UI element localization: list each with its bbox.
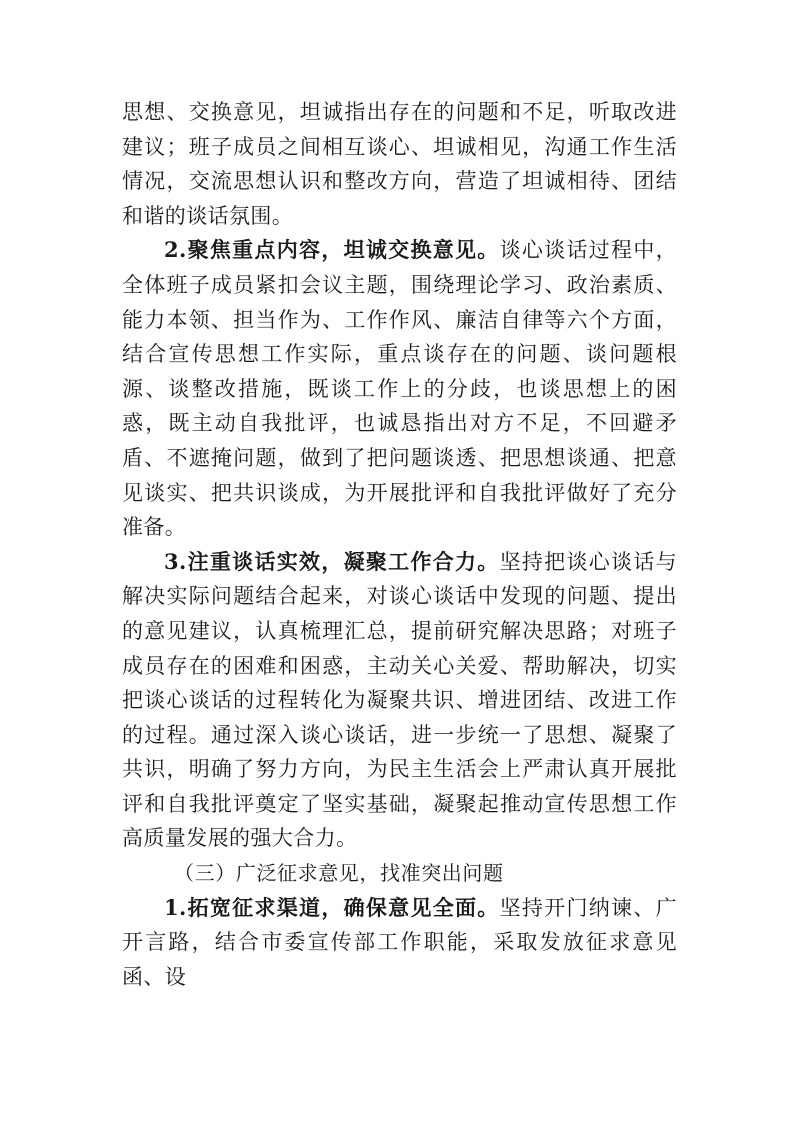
paragraph-point-1 [122,891,677,995]
paragraph-text: 思想、交换意见，坦诚指出存在的问题和不足，听取改进建议；班子成员之间相互谈心、坦诚相见，沟通工作生活情况，交流思想认识和整改方向，营造了坦诚相待、团结和谐的谈话氛围。 [122,100,677,228]
paragraph-lead: 3.注重谈话实效，凝聚工作合力。 [164,548,500,574]
paragraph-text: 坚持开门纳谏、广开言路，结合市委宣传部工作职能，采取发放征求意见函、设 [122,895,678,989]
paragraph-lead: 1.拓宽征求渠道，确保意见全面。 [164,894,500,920]
paragraph-point-2 [122,233,677,544]
paragraph-lead: 2.聚焦重点内容，坦诚交换意见。 [164,237,500,263]
paragraph-text: 坚持把谈心谈话与解决实际问题结合起来，对谈心谈话中发现的问题、提出的意见建议，认真梳理汇总，提前研究解决思路；对班子成员存在的困难和困惑，主动关心关爱、帮助解决，切实把谈心谈话的过程转化为凝聚共识、增进团结、改进工作的过程。通过深入谈心谈话，进一步统一了思想、凝聚了共识，明确了努力方向，为民主生活会上严肃认真开展批评和自我批评奠定了坚实基础，凝聚起推动宣传思想工作高质量发展的强大合力。 [122,549,678,851]
paragraph-text: 谈心谈话过程中，全体班子成员紧扣会议主题，围绕理论学习、政治素质、能力本领、担当作为、工作作风、廉洁自律等六个方面，结合宣传思想工作实际，重点谈存在的问题、谈问题根源、谈整改措施，既谈工作上的分歧，也谈思想上的困惑，既主动自我批评，也诚恳指出对方不足，不回避矛盾、不遮掩问题，做到了把问题谈透、把思想谈通、把意见谈实、把共识谈成，为开展批评和自我批评做好了充分准备。 [122,238,678,540]
document-page [122,95,677,994]
paragraph-continuation [122,95,677,233]
paragraph-point-3 [122,545,677,856]
section-subheading: （三）广泛征求意见，找准突出问题 [174,861,504,886]
